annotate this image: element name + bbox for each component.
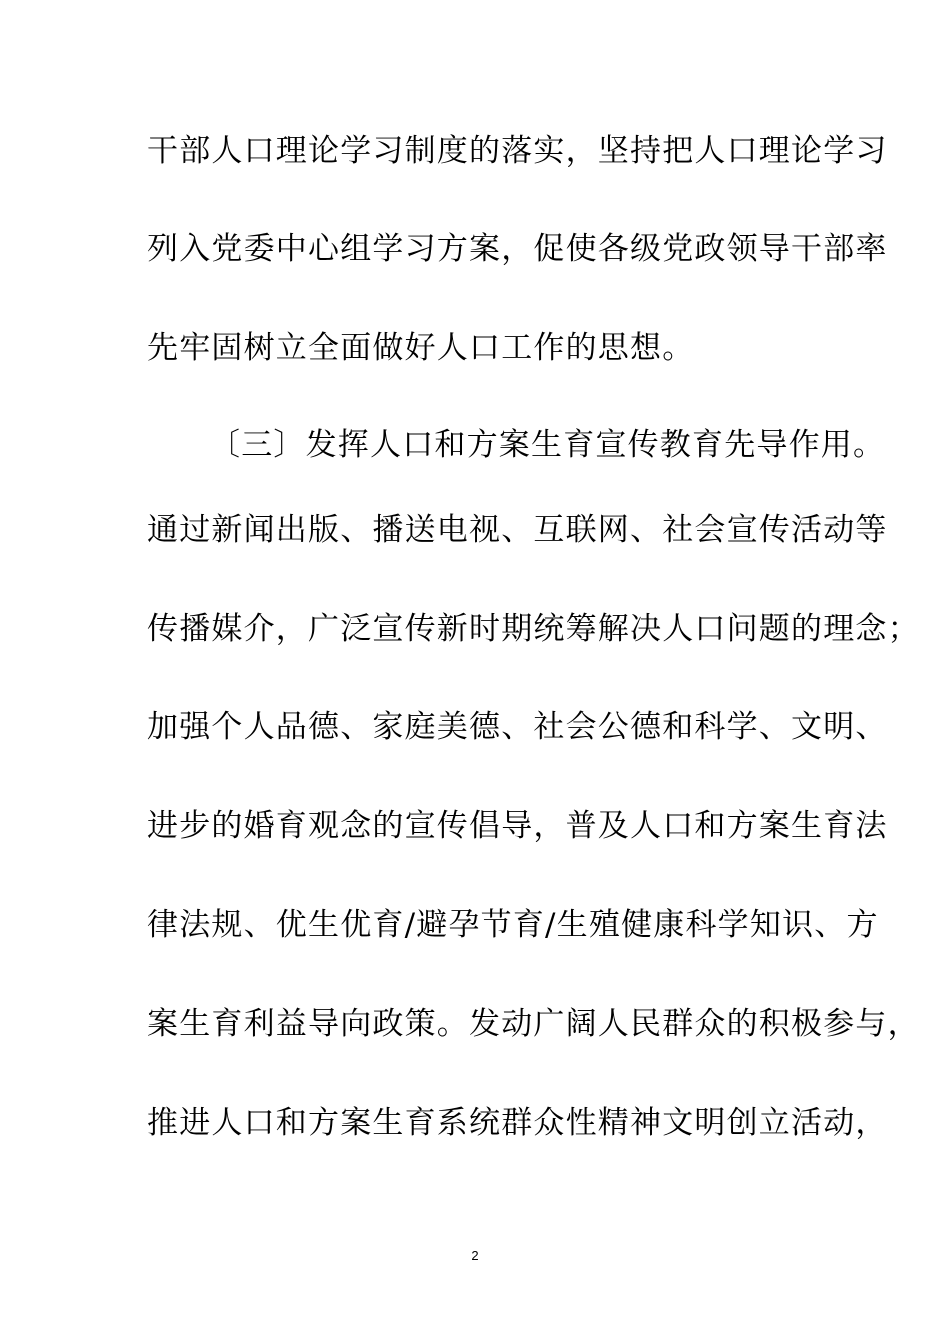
paragraph-line: 先牢固树立全面做好人口工作的思想。 <box>147 330 695 366</box>
paragraph-line: 律法规、优生优育/避孕节育/生殖健康科学知识、方 <box>147 907 879 943</box>
paragraph-line: 进步的婚育观念的宣传倡导，普及人口和方案生育法 <box>147 808 888 844</box>
section-heading-line: 〔三〕发挥人口和方案生育宣传教育先导作用。 <box>209 427 886 463</box>
paragraph-line: 列入党委中心组学习方案，促使各级党政领导干部率 <box>147 231 888 267</box>
paragraph-line: 推进人口和方案生育系统群众性精神文明创立活动， <box>147 1105 888 1141</box>
paragraph-line: 传播媒介，广泛宣传新时期统筹解决人口问题的理念； <box>147 611 920 647</box>
page-number: 2 <box>471 1248 479 1263</box>
paragraph-line: 加强个人品德、家庭美德、社会公德和科学、文明、 <box>147 709 888 745</box>
paragraph-line: 干部人口理论学习制度的落实，坚持把人口理论学习 <box>147 133 888 169</box>
paragraph-line: 案生育利益导向政策。发动广阔人民群众的积极参与， <box>147 1006 920 1042</box>
paragraph-line: 通过新闻出版、播送电视、互联网、社会宣传活动等 <box>147 512 888 548</box>
